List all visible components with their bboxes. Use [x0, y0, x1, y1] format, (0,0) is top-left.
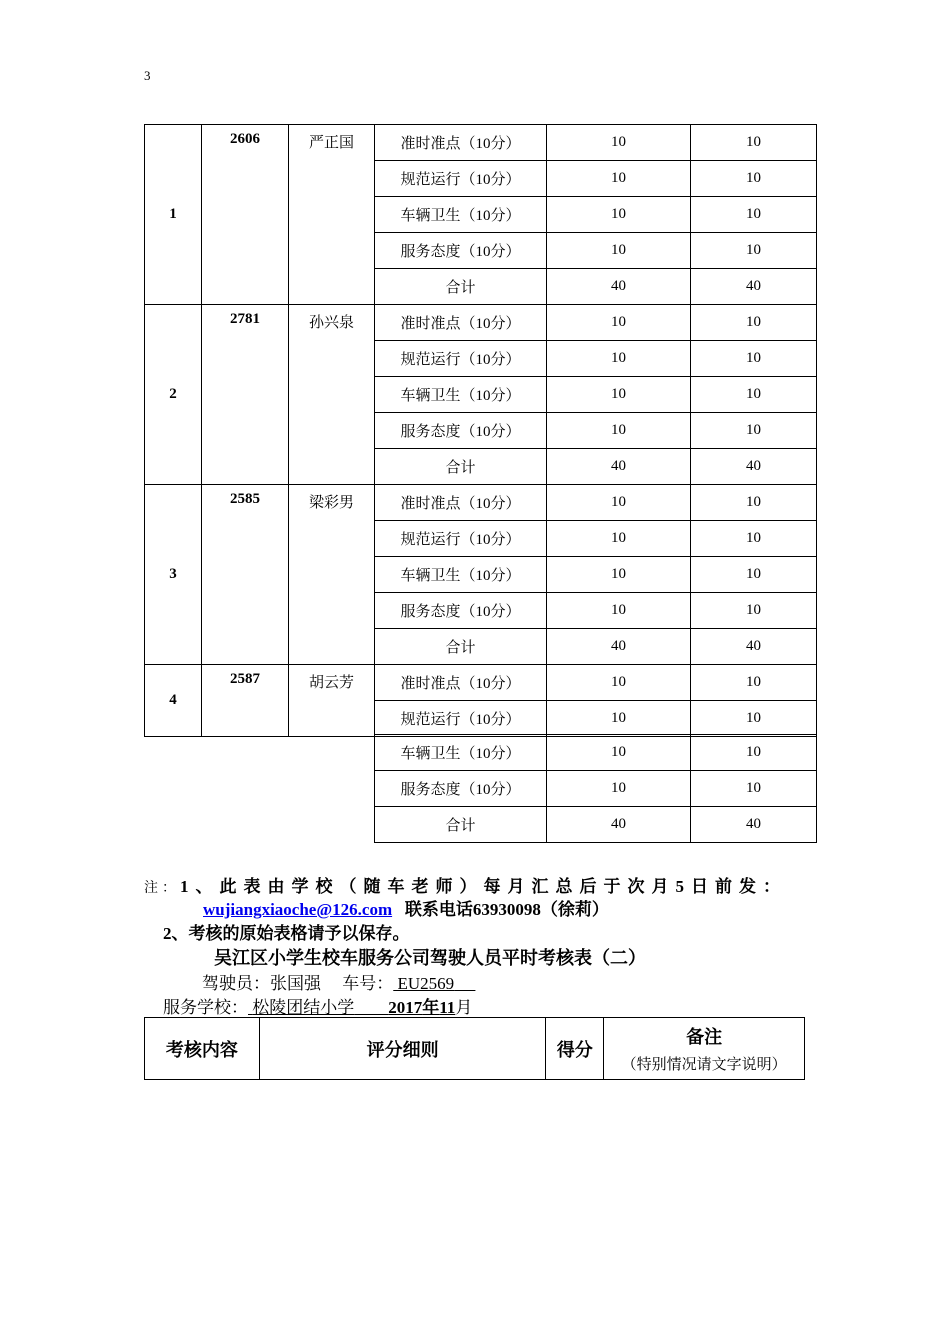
score-cell: 10 [691, 701, 817, 737]
table-row [145, 665, 817, 701]
table-header-row [145, 1018, 805, 1080]
row-number: 1 [145, 125, 202, 305]
criterion-operation: 规范运行（10分） [375, 521, 547, 557]
criterion-service: 服务态度（10分） [375, 413, 547, 449]
total-label: 合计 [375, 629, 547, 665]
total-label: 合计 [375, 449, 547, 485]
total-score: 40 [547, 807, 691, 843]
bus-number: 2585 [202, 485, 289, 665]
form2-title: 吴江区小学生校车服务公司驾驶人员平时考核表（二） [214, 948, 646, 968]
table-row [145, 305, 817, 341]
score-cell: 10 [547, 485, 691, 521]
score-cell: 10 [547, 701, 691, 737]
score-cell: 10 [547, 521, 691, 557]
year-unit: 年 [422, 998, 440, 1017]
score-cell: 10 [691, 305, 817, 341]
header-rules: 评分细则 [259, 1018, 546, 1080]
score-cell: 10 [547, 557, 691, 593]
driver-label: 驾驶员： [202, 974, 270, 993]
driver-info-line [202, 969, 475, 994]
driver-name: 孙兴泉 [289, 305, 375, 485]
note-line-1 [144, 872, 814, 897]
school-info-line [163, 993, 472, 1018]
score-cell: 10 [691, 665, 817, 701]
total-score: 40 [547, 629, 691, 665]
criterion-punctuality: 准时准点（10分） [375, 125, 547, 161]
score-cell: 10 [547, 341, 691, 377]
row-number: 3 [145, 485, 202, 665]
bus-label: 车号： [342, 974, 394, 993]
school-name-text: 松陵团结小学 [252, 998, 355, 1017]
score-cell: 10 [547, 735, 691, 771]
criterion-operation: 规范运行（10分） [375, 701, 547, 737]
score-table [144, 124, 817, 737]
total-score: 40 [547, 449, 691, 485]
header-score: 得分 [546, 1018, 604, 1080]
total-label: 合计 [375, 807, 547, 843]
table-row [145, 485, 817, 521]
driver-name: 胡云芳 [289, 665, 375, 737]
row-number: 2 [145, 305, 202, 485]
score-cell: 10 [691, 521, 817, 557]
criterion-punctuality: 准时准点（10分） [375, 665, 547, 701]
score-cell: 10 [547, 161, 691, 197]
header-remark [604, 1018, 805, 1080]
contact-phone: 联系电话63930098（徐莉） [404, 900, 609, 919]
score-cell: 10 [691, 377, 817, 413]
bus-number: 2781 [202, 305, 289, 485]
table-row [375, 735, 817, 771]
driver-name-value: 张国强 [270, 974, 321, 993]
score-cell: 10 [691, 771, 817, 807]
total-score: 40 [547, 269, 691, 305]
header-content: 考核内容 [145, 1018, 260, 1080]
header-remark-sub: （特别情况请文字说明） [621, 1057, 787, 1073]
score-cell: 10 [691, 557, 817, 593]
total-score: 40 [691, 807, 817, 843]
note-text-1: 1、此表由学校（随车老师）每月汇总后于次月5日前发： [180, 877, 787, 896]
criterion-hygiene: 车辆卫生（10分） [375, 557, 547, 593]
criterion-hygiene: 车辆卫生（10分） [375, 735, 547, 771]
bus-number-value [393, 974, 475, 993]
score-cell: 10 [691, 161, 817, 197]
criterion-punctuality: 准时准点（10分） [375, 485, 547, 521]
score-cell: 10 [691, 593, 817, 629]
header-remark-title: 备注 [686, 1027, 723, 1047]
score-cell: 10 [547, 593, 691, 629]
criterion-operation: 规范运行（10分） [375, 161, 547, 197]
score-cell: 10 [691, 233, 817, 269]
score-cell: 10 [547, 413, 691, 449]
criterion-punctuality: 准时准点（10分） [375, 305, 547, 341]
month-unit: 月 [455, 998, 473, 1017]
score-cell: 10 [691, 485, 817, 521]
score-table-continuation [374, 734, 817, 843]
criterion-service: 服务态度（10分） [375, 233, 547, 269]
date-value [388, 998, 455, 1017]
score-cell: 10 [547, 305, 691, 341]
criterion-service: 服务态度（10分） [375, 593, 547, 629]
total-score: 40 [691, 269, 817, 305]
month-text: 11 [439, 998, 456, 1017]
score-cell: 10 [547, 771, 691, 807]
bus-number-text: EU2569 [397, 974, 455, 993]
note-prefix: 注： [144, 881, 180, 896]
note-contact-line [203, 895, 609, 920]
driver-name: 梁彩男 [289, 485, 375, 665]
score-cell: 10 [691, 197, 817, 233]
score-cell: 10 [547, 197, 691, 233]
criterion-hygiene: 车辆卫生（10分） [375, 197, 547, 233]
score-cell: 10 [547, 125, 691, 161]
total-score: 40 [691, 629, 817, 665]
bus-number: 2587 [202, 665, 289, 737]
bus-number: 2606 [202, 125, 289, 305]
criterion-hygiene: 车辆卫生（10分） [375, 377, 547, 413]
criterion-service: 服务态度（10分） [375, 771, 547, 807]
total-score: 40 [691, 449, 817, 485]
score-cell: 10 [691, 341, 817, 377]
note-line-2: 2、考核的原始表格请予以保存。 [163, 924, 410, 943]
score-cell: 10 [547, 377, 691, 413]
table-row [375, 771, 817, 807]
score-cell: 10 [547, 233, 691, 269]
score-cell: 10 [691, 735, 817, 771]
school-name-value [248, 998, 388, 1017]
row-number: 4 [145, 665, 202, 737]
year-text: 2017 [388, 998, 423, 1017]
form2-header-table [144, 1017, 805, 1080]
score-cell: 10 [547, 665, 691, 701]
email-link[interactable]: wujiangxiaoche@126.com [203, 900, 393, 919]
score-cell: 10 [691, 413, 817, 449]
score-cell: 10 [691, 125, 817, 161]
school-label: 服务学校： [163, 998, 248, 1017]
table-row [145, 125, 817, 161]
criterion-operation: 规范运行（10分） [375, 341, 547, 377]
table-row [375, 807, 817, 843]
total-label: 合计 [375, 269, 547, 305]
page-number: 3 [144, 68, 151, 83]
driver-name: 严正国 [289, 125, 375, 305]
